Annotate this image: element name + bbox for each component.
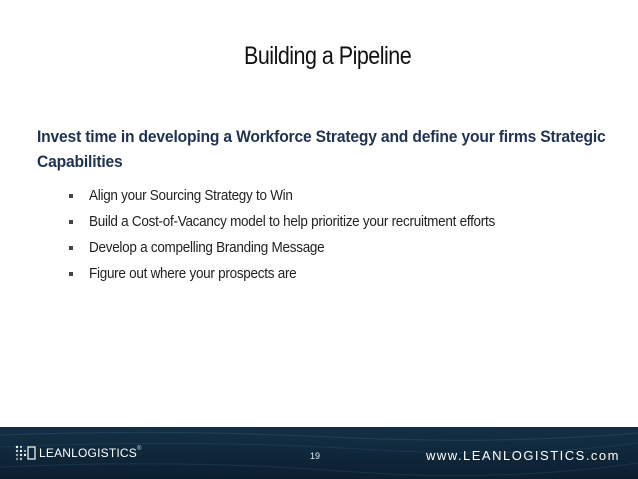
lead-paragraph: Invest time in developing a Workforce Strategy and define your firms Strategic Capabilities	[37, 127, 606, 171]
bullet-text: Build a Cost-of-Vacancy model to help prioritize your recruitment efforts	[89, 213, 495, 230]
logo-wordmark: LEANLOGISTICS	[39, 446, 137, 460]
bullet-item	[37, 235, 617, 261]
square-bullet-icon	[69, 220, 73, 224]
leanlogistics-logo-icon	[14, 444, 36, 462]
slide-title: Building a Pipeline	[244, 42, 412, 70]
bullet-item	[37, 183, 617, 209]
logo-text	[39, 446, 142, 460]
bullet-text: Align your Sourcing Strategy to Win	[89, 187, 293, 204]
website-url: www.LEANLOGISTICS.com	[425, 448, 620, 463]
square-bullet-icon	[69, 246, 73, 250]
bullet-list	[37, 183, 617, 287]
company-logo	[14, 444, 142, 462]
page-number: 19	[309, 451, 320, 461]
bullet-item	[37, 261, 617, 287]
footer-bar	[0, 427, 638, 479]
slide-body	[37, 124, 617, 287]
bullet-text: Develop a compelling Branding Message	[89, 239, 325, 256]
registered-mark: ®	[136, 446, 142, 452]
bullet-item	[37, 209, 617, 235]
square-bullet-icon	[69, 194, 73, 198]
bullet-text: Figure out where your prospects are	[89, 265, 297, 282]
square-bullet-icon	[69, 272, 73, 276]
